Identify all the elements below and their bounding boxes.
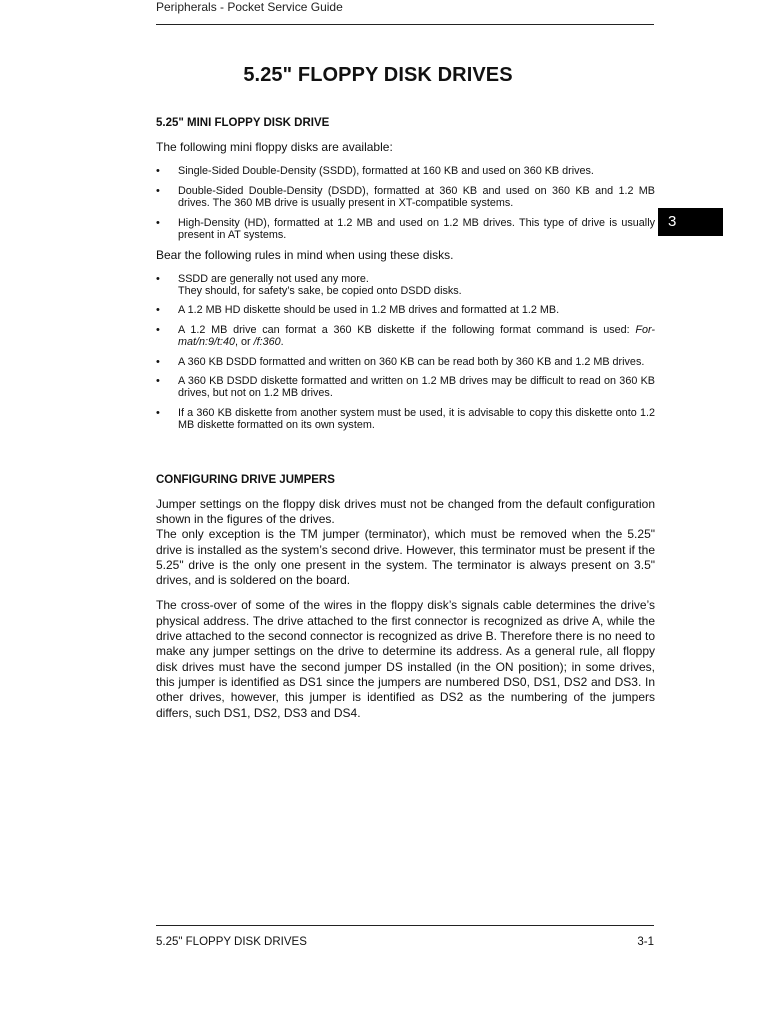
list-item: • A 360 KB DSDD diskette formatted and written on 1.2 MB drives may be difficult to read on 360 KB drives, but not on 1.2 MB drives. <box>156 375 655 400</box>
bullet-icon: • <box>156 323 160 336</box>
disk-types-list <box>156 165 655 241</box>
terminator-paragraph: The only exception is the TM jumper (terminator), which must be removed when the 5.25" drive is installed as the system’s second drive. However, this terminator must be present if the 5.25" drive is the only one present in the system. The terminator is always present on 3.5" drives, and is soldered on the board. <box>156 527 655 588</box>
bullet-icon: • <box>156 406 160 419</box>
format-command-alt: /f:360 <box>253 336 281 349</box>
bullet-icon: • <box>156 272 160 285</box>
running-header: Peripherals - Pocket Service Guide <box>156 0 343 14</box>
list-item: • A 1.2 MB HD diskette should be used in 1.2 MB drives and formatted at 1.2 MB. <box>156 304 560 317</box>
footer-rule <box>156 925 654 926</box>
bullet-icon: • <box>156 216 160 229</box>
format-command: For-mat/n:9/t:40 <box>178 323 655 349</box>
list-item: • High-Density (HD), formatted at 1.2 MB and used on 1.2 MB drives. This type of drive is usually present in AT systems. <box>156 216 655 241</box>
list-item: • Double-Sided Double-Density (DSDD), formatted at 360 KB and used on 360 KB and 1.2 MB drives. The 360 MB drive is usually present in XT-compatible systems. <box>156 184 655 210</box>
bullet-icon: • <box>156 184 160 197</box>
drive-address-paragraph: The cross-over of some of the wires in the floppy disk’s signals cable determines the drive’s physical address. The drive attached to the first connector is recognized as drive A, while the drive attached to the second connector is recognized as drive B. Therefore there is no need to make any jumper settings on the drive to determine its address. As a general rule, all floppy disk drives must have the second jumper DS installed (in the ON position); in some drives, this jumper is identified as DS1 since the jumpers are numbered DS0, DS1, DS2 and DS3. In other drives, however, this jumper is identified as DS2 as the numbering of the jumpers differs, such DS1, DS2, DS3 and DS4. <box>156 598 655 720</box>
rules-intro: Bear the following rules in mind when using these disks. <box>156 248 454 263</box>
bullet-icon: • <box>156 375 160 388</box>
list-item: • SSDD are generally not used any more. They should, for safety’s sake, be copied onto DSDD disks. <box>156 272 462 298</box>
bullet-icon: • <box>156 355 160 368</box>
header-rule <box>156 24 654 25</box>
disk-types-intro: The following mini floppy disks are available: <box>156 140 393 154</box>
page-title: 5.25" FLOPPY DISK DRIVES <box>243 64 513 86</box>
footer-chapter-title: 5.25" FLOPPY DISK DRIVES <box>156 936 307 948</box>
section-heading-mini-floppy: 5.25" MINI FLOPPY DISK DRIVE <box>156 117 330 129</box>
bullet-icon: • <box>156 304 160 317</box>
list-item: • A 360 KB DSDD formatted and written on 360 KB can be read both by 360 KB and 1.2 MB drives. <box>156 355 645 368</box>
section-heading-drive-jumpers: CONFIGURING DRIVE JUMPERS <box>156 473 335 486</box>
page-number: 3-1 <box>637 936 654 948</box>
disk-rules-list <box>156 273 655 432</box>
jumpers-paragraph: Jumper settings on the floppy disk drives must not be changed from the default configuration shown in the figures of the drives. <box>156 496 655 526</box>
list-item: • A 1.2 MB drive can format a 360 KB diskette if the following format command is used: For-mat/n:9/t:40, or /f:360. <box>156 323 655 349</box>
page-content <box>156 116 655 721</box>
list-item: • If a 360 KB diskette from another system must be used, it is advisable to copy this diskette onto 1.2 MB diskette formatted on its own system. <box>156 406 655 432</box>
bullet-icon: • <box>156 165 160 178</box>
list-item: • Single-Sided Double-Density (SSDD), formatted at 160 KB and used on 360 KB drives. <box>156 165 594 178</box>
chapter-tab[interactable]: 3 <box>658 208 723 236</box>
